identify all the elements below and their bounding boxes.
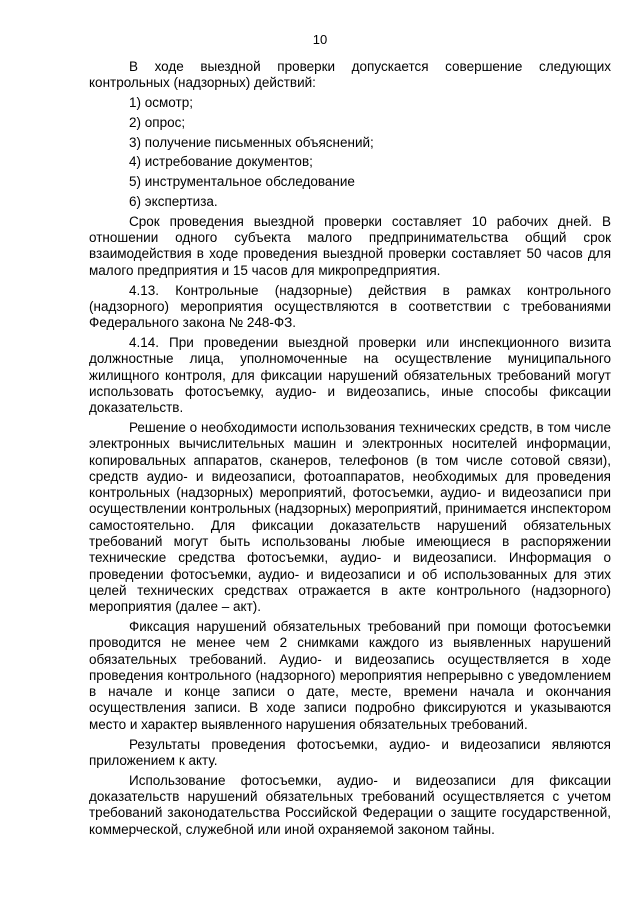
paragraph-usage: Использование фотосъемки, аудио- и видеозаписи для фиксации доказательств нарушений обязательных требований осуществляется с учетом требований законодательства Российской Федерации о защите государственной, коммерческой, служебной или иной охраняемой законом тайны. <box>89 772 611 837</box>
page-number: 10 <box>312 32 328 47</box>
paragraph-4-14: 4.14. При проведении выездной проверки или инспекционного визита должностные лица, уполномоченные на осуществление муниципального жилищного контроля, для фиксации нарушений обязательных требований могут использовать фотосъемку, аудио- и видеозапись, иные способы фиксации доказательств. <box>89 334 611 416</box>
list-item: 4) истребование документов; <box>129 154 313 170</box>
list-item: 1) осмотр; <box>129 95 193 111</box>
document-body <box>89 59 611 838</box>
list-item: 3) получение письменных объяснений; <box>129 134 374 150</box>
list-item: 5) инструментальное обследование <box>129 174 355 190</box>
paragraph-term: Срок проведения выездной проверки составляет 10 рабочих дней. В отношении одного субъекта малого предпринимательства общий срок взаимодействия в ходе проведения выездной проверки составляет 50 часов для малого предприятия и 15 часов для микропредприятия. <box>89 213 611 278</box>
paragraph-fixation: Фиксация нарушений обязательных требований при помощи фотосъемки проводится не менее чем 2 снимками каждого из выявленных нарушений обязательных требований. Аудио- и видеозапись осуществляется в ходе проведения контрольного (надзорного) мероприятия непрерывно с уведомлением в начале и конце записи о дате, месте, времени начала и окончания осуществления записи. В ходе записи подробно фиксируются и указываются место и характер выявленного нарушения обязательных требований. <box>89 619 611 732</box>
paragraph-intro: В ходе выездной проверки допускается совершение следующих контрольных (надзорных) действий: <box>89 59 611 91</box>
paragraph-decision: Решение о необходимости использования технических средств, в том числе электронных вычислительных машин и электронных носителей информации, копировальных аппаратов, сканеров, телефонов (в том числе сотовой связи), средств аудио- и видеозаписи, фотоаппаратов, необходимых для проведения контрольных (надзорных) мероприятий, фотосъемки, аудио- и видеозаписи при осуществлении контрольных (надзорных) мероприятий, принимается инспектором самостоятельно. Для фиксации доказательств нарушений обязательных требований могут быть использованы любые имеющиеся в распоряжении технические средства фотосъемки, аудио- и видеозаписи. Информация о проведении фотосъемки, аудио- и видеозаписи и об использованных для этих целей технических средствах отражается в акте контрольного (надзорного) мероприятия (далее – акт). <box>89 419 611 615</box>
list-item: 6) экспертиза. <box>129 194 218 210</box>
actions-list <box>89 95 611 210</box>
paragraph-results: Результаты проведения фотосъемки, аудио- и видеозаписи являются приложением к акту. <box>89 736 611 768</box>
list-item: 2) опрос; <box>129 114 186 130</box>
paragraph-4-13: 4.13. Контрольные (надзорные) действия в рамках контрольного (надзорного) мероприятия осуществляются в соответствии с требованиями Федерального закона № 248-ФЗ. <box>89 282 611 331</box>
